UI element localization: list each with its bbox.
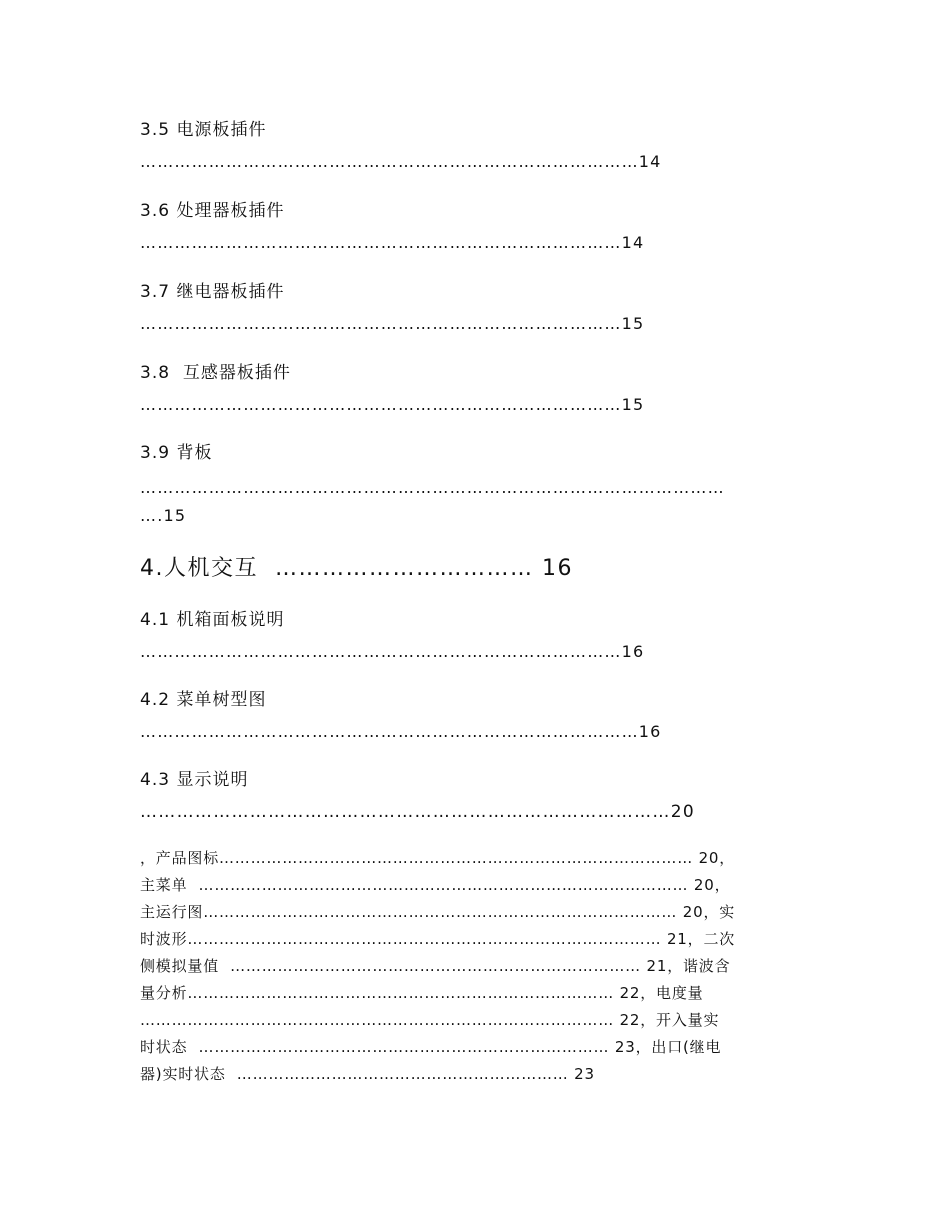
toc-leader-4-3: ……………………………………………………………………………20 — [140, 802, 695, 822]
toc-title-3-7: 3.7 继电器板插件 — [140, 282, 285, 302]
toc-leader-3-8: …………………………………………………………………………15 — [140, 395, 645, 414]
toc-chapter-4[interactable]: 4.人机交互 …………………………… 16 — [140, 556, 573, 581]
toc-title-3-5: 3.5 电源板插件 — [140, 120, 267, 140]
toc-sub-line[interactable]: 侧模拟量值 …………………………………………………………………… 21，谐波含 — [140, 957, 731, 975]
toc-sub-line[interactable]: 时波形……………………………………………………………………………… 21，二次 — [140, 930, 736, 948]
toc-title-4-1: 4.1 机箱面板说明 — [140, 610, 285, 630]
toc-sub-line[interactable]: ，产品图标……………………………………………………………………………… 20， — [140, 849, 736, 867]
toc-title-3-6: 3.6 处理器板插件 — [140, 201, 285, 221]
toc-leader-4-2: ……………………………………………………………………………16 — [140, 722, 662, 741]
toc-leader-3-6: …………………………………………………………………………14 — [140, 233, 645, 252]
toc-title-3-9: 3.9 背板 — [140, 443, 213, 463]
toc-sub-line[interactable]: ……………………………………………………………………………… 22，开入量实 — [140, 1011, 720, 1029]
toc-leader-4-1: …………………………………………………………………………16 — [140, 642, 645, 661]
toc-title-4-3: 4.3 显示说明 — [140, 770, 249, 790]
toc-leader-3-9-line2: ….15 — [140, 506, 187, 525]
toc-sub-line[interactable]: 器)实时状态 ……………………………………………………… 23 — [140, 1065, 595, 1083]
toc-sub-line[interactable]: 主菜单 ………………………………………………………………………………… 20， — [140, 876, 731, 894]
toc-title-4-2: 4.2 菜单树型图 — [140, 690, 267, 710]
toc-sub-line[interactable]: 量分析……………………………………………………………………… 22，电度量 — [140, 984, 704, 1002]
toc-leader-3-5: ……………………………………………………………………………14 — [140, 152, 662, 171]
toc-sub-line[interactable]: 主运行图……………………………………………………………………………… 20，实 — [140, 903, 736, 921]
toc-title-3-8: 3.8 互感器板插件 — [140, 363, 291, 383]
toc-sub-line[interactable]: 时状态 …………………………………………………………………… 23，出口(继电 — [140, 1038, 722, 1056]
toc-leader-3-9-line1: ………………………………………………………………………………………… — [140, 478, 725, 497]
toc-leader-3-7: …………………………………………………………………………15 — [140, 314, 645, 333]
